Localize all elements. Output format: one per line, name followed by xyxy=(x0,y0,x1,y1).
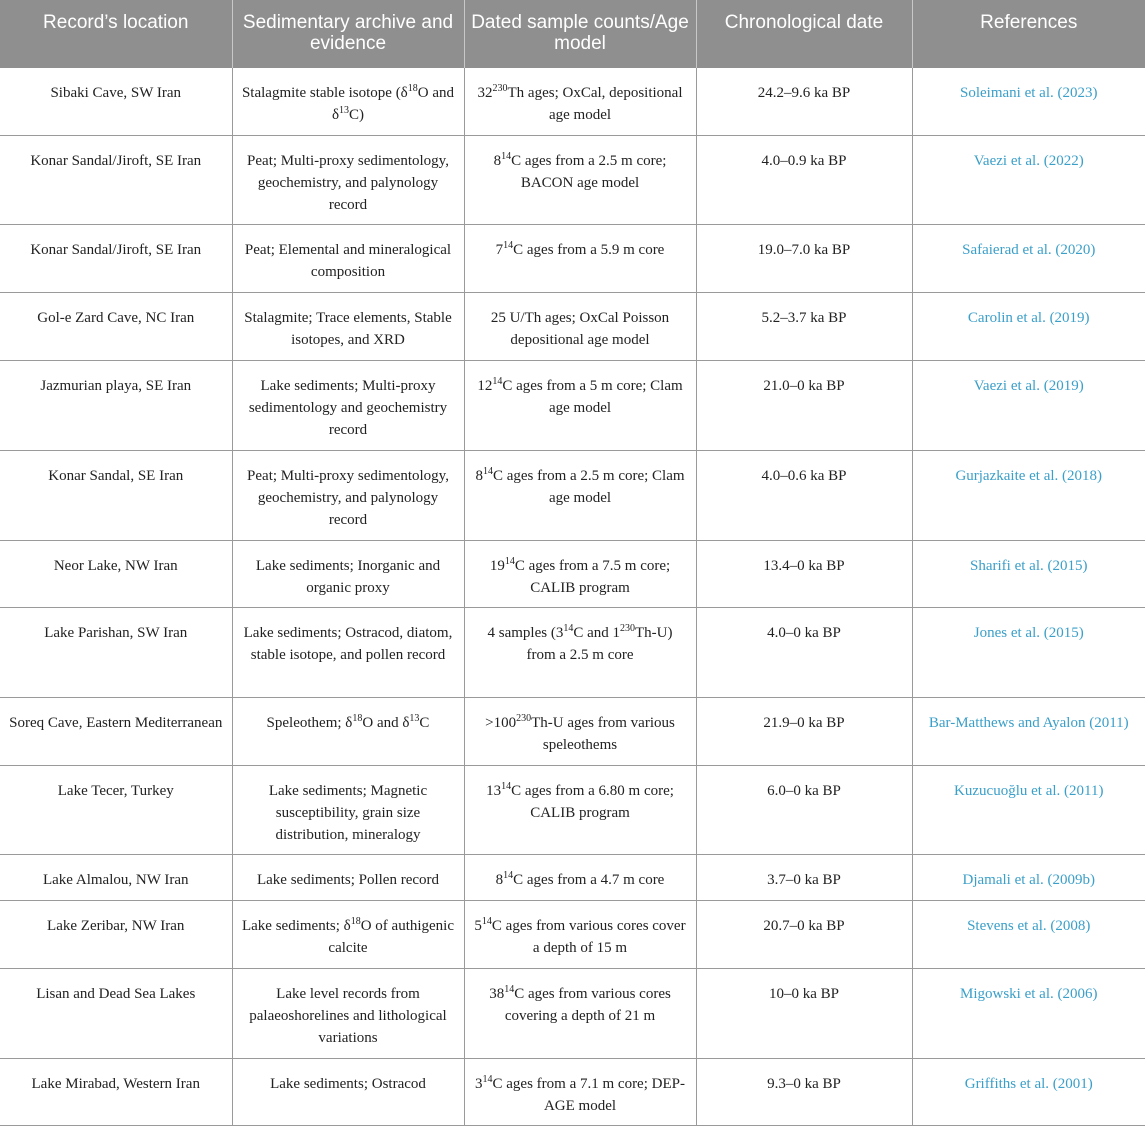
cell-dating: 25 U/Th ages; OxCal Poisson depositional age model xyxy=(464,292,696,360)
cell-dating: $19^{14}C$ ages from a 7.5 m core; CALIB program xyxy=(464,540,696,607)
header-date: Chronological date xyxy=(696,0,912,68)
header-location: Record’s location xyxy=(0,0,232,68)
cell-location: Konar Sandal/Jiroft, SE Iran xyxy=(0,135,232,224)
reference-link[interactable]: Safaierad et al. (2020) xyxy=(912,224,1145,292)
cell-date: 5.2–3.7 ka BP xyxy=(696,292,912,360)
cell-dating: 4 samples ($3^{14}C$ and $1^{230}Th-U$) from a 2.5 m core xyxy=(464,607,696,697)
reference-link[interactable]: Gurjazkaite et al. (2018) xyxy=(912,450,1145,540)
table-body xyxy=(0,68,1145,1125)
cell-location: Konar Sandal, SE Iran xyxy=(0,450,232,540)
cell-location: Lake Parishan, SW Iran xyxy=(0,607,232,697)
cell-archive: Lake sediments; Ostracod xyxy=(232,1058,464,1125)
cell-archive: Lake sediments; Pollen record xyxy=(232,854,464,900)
reference-link[interactable]: Vaezi et al. (2019) xyxy=(912,360,1145,450)
reference-link[interactable]: Djamali et al. (2009b) xyxy=(912,854,1145,900)
header-dating: Dated sample counts/Age model xyxy=(464,0,696,68)
table-row xyxy=(0,765,1145,854)
cell-location: Konar Sandal/Jiroft, SE Iran xyxy=(0,224,232,292)
table-row xyxy=(0,607,1145,697)
table-row xyxy=(0,360,1145,450)
cell-location: Lake Almalou, NW Iran xyxy=(0,854,232,900)
cell-location: Lisan and Dead Sea Lakes xyxy=(0,968,232,1058)
cell-location: Sibaki Cave, SW Iran xyxy=(0,68,232,135)
cell-archive: Peat; Multi-proxy sedimentology, geochemistry, and palynology record xyxy=(232,135,464,224)
table-row xyxy=(0,968,1145,1058)
table-row xyxy=(0,697,1145,765)
reference-link[interactable]: Kuzucuoğlu et al. (2011) xyxy=(912,765,1145,854)
cell-location: Jazmurian playa, SE Iran xyxy=(0,360,232,450)
table-row xyxy=(0,1058,1145,1125)
cell-archive: Speleothem; $\delta^{18}O$ and $\delta^{13}C$ xyxy=(232,697,464,765)
cell-date: 4.0–0.9 ka BP xyxy=(696,135,912,224)
cell-dating: $7^{14}C$ ages from a 5.9 m core xyxy=(464,224,696,292)
cell-archive: Lake sediments; Multi-proxy sedimentology and geochemistry record xyxy=(232,360,464,450)
cell-archive: Lake sediments; $\delta^{18}O$ of authigenic calcite xyxy=(232,900,464,968)
cell-location: Gol-e Zard Cave, NC Iran xyxy=(0,292,232,360)
cell-dating: $12^{14}C$ ages from a 5 m core; Clam age model xyxy=(464,360,696,450)
table-row xyxy=(0,224,1145,292)
table-header xyxy=(0,0,1145,68)
cell-dating: $5^{14}C$ ages from various cores cover a depth of 15 m xyxy=(464,900,696,968)
cell-date: 6.0–0 ka BP xyxy=(696,765,912,854)
table-row xyxy=(0,900,1145,968)
cell-location: Soreq Cave, Eastern Mediterranean xyxy=(0,697,232,765)
cell-archive: Lake sediments; Magnetic susceptibility, grain size distribution, mineralogy xyxy=(232,765,464,854)
cell-date: 21.9–0 ka BP xyxy=(696,697,912,765)
cell-archive: Lake level records from palaeoshorelines and lithological variations xyxy=(232,968,464,1058)
cell-location: Lake Zeribar, NW Iran xyxy=(0,900,232,968)
header-row xyxy=(0,0,1145,68)
cell-date: 24.2–9.6 ka BP xyxy=(696,68,912,135)
cell-date: 13.4–0 ka BP xyxy=(696,540,912,607)
reference-link[interactable]: Bar-Matthews and Ayalon (2011) xyxy=(912,697,1145,765)
cell-archive: Peat; Multi-proxy sedimentology, geochemistry, and palynology record xyxy=(232,450,464,540)
reference-link[interactable]: Sharifi et al. (2015) xyxy=(912,540,1145,607)
cell-dating: $8^{14}C$ ages from a 2.5 m core; BACON age model xyxy=(464,135,696,224)
reference-link[interactable]: Migowski et al. (2006) xyxy=(912,968,1145,1058)
cell-dating: $>100^{230}Th-U$ ages from various speleothems xyxy=(464,697,696,765)
table-row xyxy=(0,68,1145,135)
cell-date: 9.3–0 ka BP xyxy=(696,1058,912,1125)
cell-dating: $13^{14}C$ ages from a 6.80 m core; CALIB program xyxy=(464,765,696,854)
table-row xyxy=(0,292,1145,360)
cell-archive: Lake sediments; Ostracod, diatom, stable isotope, and pollen record xyxy=(232,607,464,697)
reference-link[interactable]: Carolin et al. (2019) xyxy=(912,292,1145,360)
cell-dating: $8^{14}C$ ages from a 4.7 m core xyxy=(464,854,696,900)
table-row xyxy=(0,135,1145,224)
cell-archive: Lake sediments; Inorganic and organic proxy xyxy=(232,540,464,607)
table-row xyxy=(0,854,1145,900)
cell-dating: $3^{14}C$ ages from a 7.1 m core; DEP-AGE model xyxy=(464,1058,696,1125)
reference-link[interactable]: Vaezi et al. (2022) xyxy=(912,135,1145,224)
cell-dating: $38^{14}C$ ages from various cores covering a depth of 21 m xyxy=(464,968,696,1058)
cell-date: 21.0–0 ka BP xyxy=(696,360,912,450)
cell-date: 4.0–0 ka BP xyxy=(696,607,912,697)
cell-archive: Stalagmite stable isotope ($\delta^{18}O$ and $\delta^{13}C$) xyxy=(232,68,464,135)
reference-link[interactable]: Soleimani et al. (2023) xyxy=(912,68,1145,135)
cell-date: 10–0 ka BP xyxy=(696,968,912,1058)
reference-link[interactable]: Stevens et al. (2008) xyxy=(912,900,1145,968)
reference-link[interactable]: Griffiths et al. (2001) xyxy=(912,1058,1145,1125)
cell-date: 20.7–0 ka BP xyxy=(696,900,912,968)
cell-location: Neor Lake, NW Iran xyxy=(0,540,232,607)
cell-dating: $8^{14}C$ ages from a 2.5 m core; Clam age model xyxy=(464,450,696,540)
cell-date: 4.0–0.6 ka BP xyxy=(696,450,912,540)
cell-location: Lake Mirabad, Western Iran xyxy=(0,1058,232,1125)
cell-archive: Stalagmite; Trace elements, Stable isotopes, and XRD xyxy=(232,292,464,360)
cell-archive: Peat; Elemental and mineralogical composition xyxy=(232,224,464,292)
table-row xyxy=(0,450,1145,540)
reference-link[interactable]: Jones et al. (2015) xyxy=(912,607,1145,697)
cell-dating: $32^{230}Th$ ages; OxCal, depositional age model xyxy=(464,68,696,135)
header-archive: Sedimentary archive and evidence xyxy=(232,0,464,68)
cell-date: 3.7–0 ka BP xyxy=(696,854,912,900)
cell-date: 19.0–7.0 ka BP xyxy=(696,224,912,292)
header-references: References xyxy=(912,0,1145,68)
cell-location: Lake Tecer, Turkey xyxy=(0,765,232,854)
table-row xyxy=(0,540,1145,607)
